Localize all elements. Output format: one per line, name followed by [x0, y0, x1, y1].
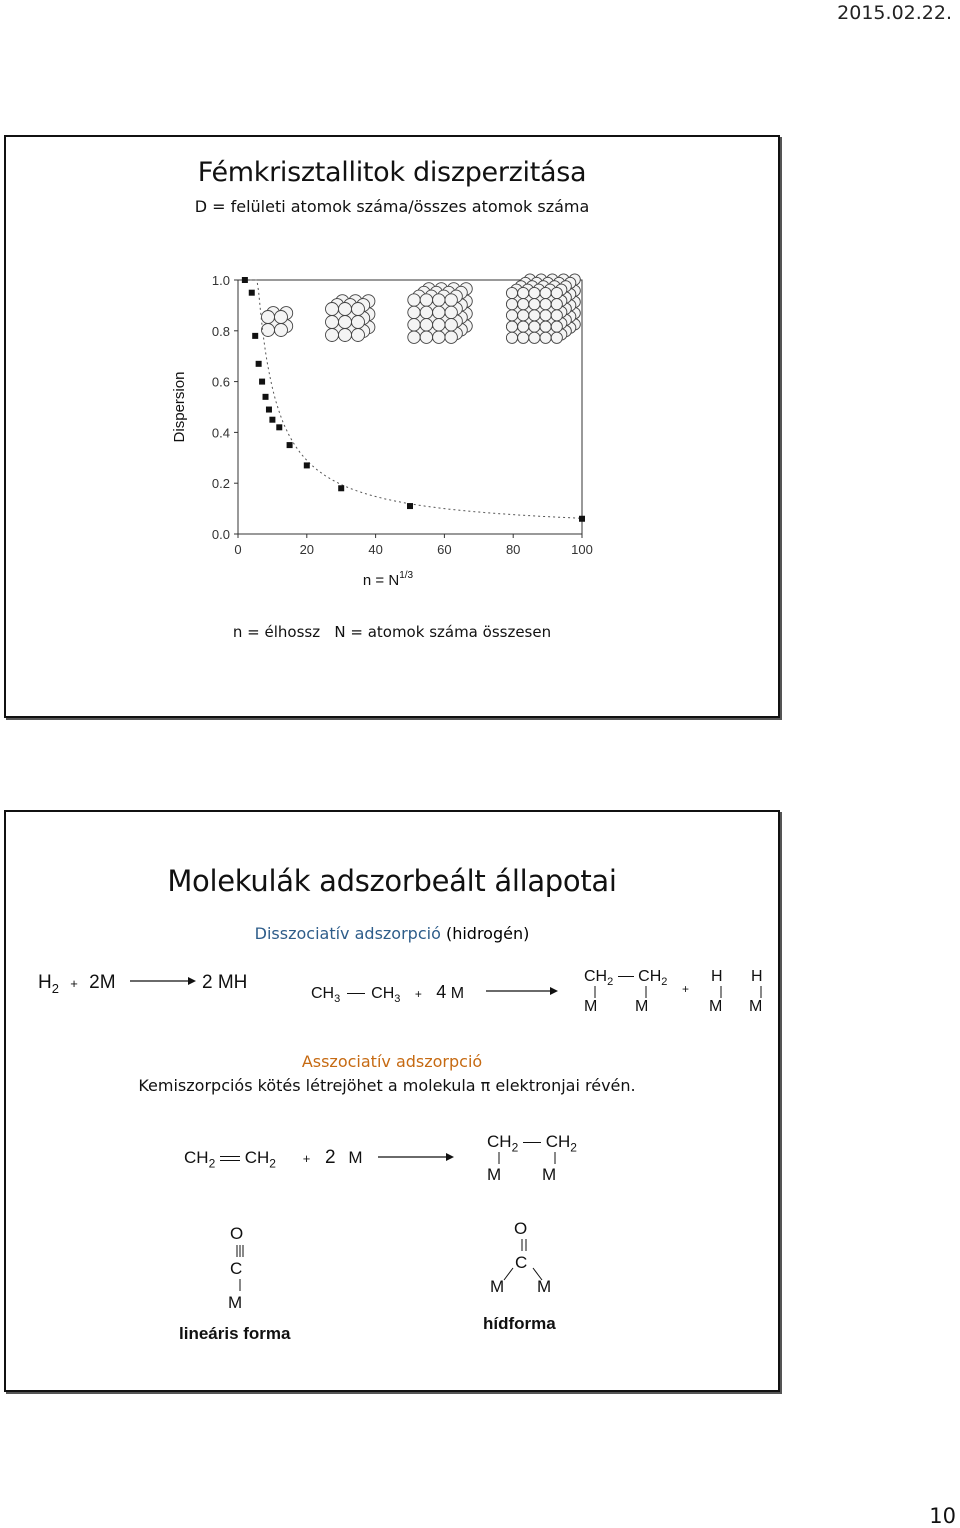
eq3-lhs: [184, 1147, 363, 1170]
co-linear-o: O: [230, 1224, 244, 1243]
x-axis-label: [363, 570, 414, 589]
eq3-p-sub-b: 2: [570, 1140, 577, 1155]
eq2-product-m3: M: [709, 998, 723, 1015]
cluster-cube: [326, 295, 375, 342]
co-linear-bond: [230, 1278, 250, 1292]
eq2-m: M: [450, 985, 465, 1002]
eq3-m: M: [348, 1148, 363, 1167]
data-point: [242, 277, 248, 283]
data-point: [259, 379, 265, 385]
co-bridge-o: O: [514, 1219, 528, 1238]
data-point: [252, 333, 258, 339]
x-tick-label: 60: [437, 542, 452, 557]
chemisorption-text: Kemiszorpciós kötés létrejöhet a molekula π elektronjai révén.: [138, 1076, 636, 1095]
x-tick-label: 100: [571, 542, 593, 557]
data-point: [263, 394, 269, 400]
x-axis-label-sup: 1/3: [399, 570, 414, 581]
eq2-product-m4: M: [749, 998, 763, 1015]
co-linear-m: M: [228, 1293, 243, 1312]
x-tick-label: 20: [299, 542, 315, 557]
eq2-sub-a: 3: [334, 993, 341, 1006]
data-point: [304, 462, 310, 468]
data-point: [269, 417, 275, 423]
co-bridge-m1: M: [490, 1277, 505, 1296]
page-number: 10: [929, 1504, 956, 1528]
y-tick-label: 0.8: [211, 323, 230, 339]
data-point: [287, 442, 293, 448]
eq3-ch2a: CH: [184, 1148, 209, 1167]
y-tick-label: 1.0: [211, 273, 230, 288]
y-axis-label: Dispersion: [171, 371, 188, 443]
eq3-coef: 2: [325, 1147, 336, 1168]
eq1-rhs: [202, 972, 247, 994]
slide-caption: n = élhossz N = atomok száma összesen: [232, 623, 552, 641]
eq2-product-h2: H: [751, 968, 763, 985]
slide-dispersion: [4, 135, 780, 718]
slide-adsorption: [4, 810, 780, 1392]
linear-form-label: lineáris forma: [179, 1324, 291, 1343]
eq3-sub-a: 2: [208, 1156, 216, 1171]
eq2-product-bonds: [584, 984, 764, 1010]
co-linear-c: C: [230, 1259, 243, 1278]
x-tick-label: 40: [368, 542, 383, 557]
y-tick-label: 0.0: [211, 527, 230, 542]
eq3-p-ch2b: CH: [545, 1132, 571, 1151]
data-point: [579, 516, 585, 522]
co-bridge-c: C: [515, 1253, 528, 1272]
data-point: [256, 361, 262, 367]
eq2-product-m2: M: [635, 998, 649, 1015]
eq1-lhs: [38, 972, 116, 996]
data-point: [276, 424, 282, 430]
eq2-plus: +: [414, 987, 422, 1001]
eq3-p-ch2a: CH: [487, 1132, 512, 1151]
eq3-plus: +: [302, 1151, 311, 1166]
eq3-ch2b: CH: [244, 1148, 270, 1167]
co-linear-triple-bond: [230, 1244, 250, 1258]
eq1-h-sub: 2: [51, 980, 59, 996]
cluster-cube: [408, 283, 472, 344]
eq3-sub-b: 2: [269, 1156, 276, 1171]
eq2-coef: 4: [436, 982, 447, 1002]
data-point: [407, 503, 413, 509]
data-point: [249, 290, 255, 296]
dissociative-label: Disszociatív adszorpció: [254, 924, 441, 943]
slide-title: Fémkrisztallitok diszperzitása: [197, 157, 587, 188]
x-tick-label: 80: [505, 542, 521, 557]
dissociative-heading: [6, 924, 778, 943]
dissociative-paren: (hidrogén): [445, 924, 530, 943]
eq3-product-m1: M: [487, 1165, 502, 1184]
eq1-arrow: [128, 974, 198, 988]
eq2-product-m1: M: [584, 998, 598, 1015]
eq1-plus: +: [70, 976, 78, 991]
eq2-ch3b: CH: [371, 985, 395, 1002]
eq2-p-ch2a: CH: [584, 968, 608, 985]
slide-subtitle: D = felületi atomok száma/összes atomok száma: [194, 197, 590, 216]
eq1-prod-coef: 2: [202, 972, 213, 993]
eq2-p-bond: [618, 976, 634, 977]
eq2-product-h1: H: [711, 968, 723, 985]
eq2-p-ch2b: CH: [638, 968, 662, 985]
data-point: [266, 407, 272, 413]
cluster-cube: [262, 307, 293, 337]
eq2-lhs: [311, 982, 464, 1005]
eq1-coef: 2: [89, 972, 100, 993]
eq3-product-m2: M: [542, 1165, 557, 1184]
eq3-p-bond: [523, 1142, 541, 1143]
y-tick-label: 0.2: [211, 476, 230, 492]
co-bridge-m2: M: [537, 1277, 552, 1296]
dispersion-chart: [156, 272, 596, 592]
eq2-product-plus: +: [682, 982, 690, 996]
y-tick-label: 0.6: [211, 374, 230, 390]
eq3-p-sub-a: 2: [511, 1140, 519, 1155]
x-tick-label: 0: [234, 542, 242, 557]
eq1-h: H: [38, 972, 52, 993]
co-bridge-double-bond: [514, 1238, 534, 1252]
slide-title-2: Molekulák adszorbeált állapotai: [167, 864, 617, 898]
eq3-arrow: [376, 1150, 460, 1164]
data-point: [338, 485, 344, 491]
eq2-p-sub-b: 2: [661, 976, 668, 989]
eq2-arrow: [484, 984, 564, 998]
eq2-sub-b: 3: [394, 993, 401, 1006]
eq1-m: M: [99, 972, 116, 993]
y-tick-label: 0.4: [211, 425, 230, 441]
eq1-prod: MH: [217, 972, 248, 993]
eq3-double-bond: [220, 1156, 240, 1161]
date-header: 2015.02.22.: [837, 2, 952, 24]
associative-heading: Asszociatív adszorpció: [301, 1052, 483, 1071]
eq2-ch3a: CH: [311, 985, 335, 1002]
eq2-bond: [347, 993, 365, 994]
cluster-cube: [506, 274, 580, 343]
bridge-form-label: hídforma: [483, 1314, 556, 1333]
x-axis-label-main: n = N: [362, 572, 400, 589]
cluster-illustrations: [262, 274, 581, 343]
eq2-p-sub-a: 2: [607, 976, 614, 989]
